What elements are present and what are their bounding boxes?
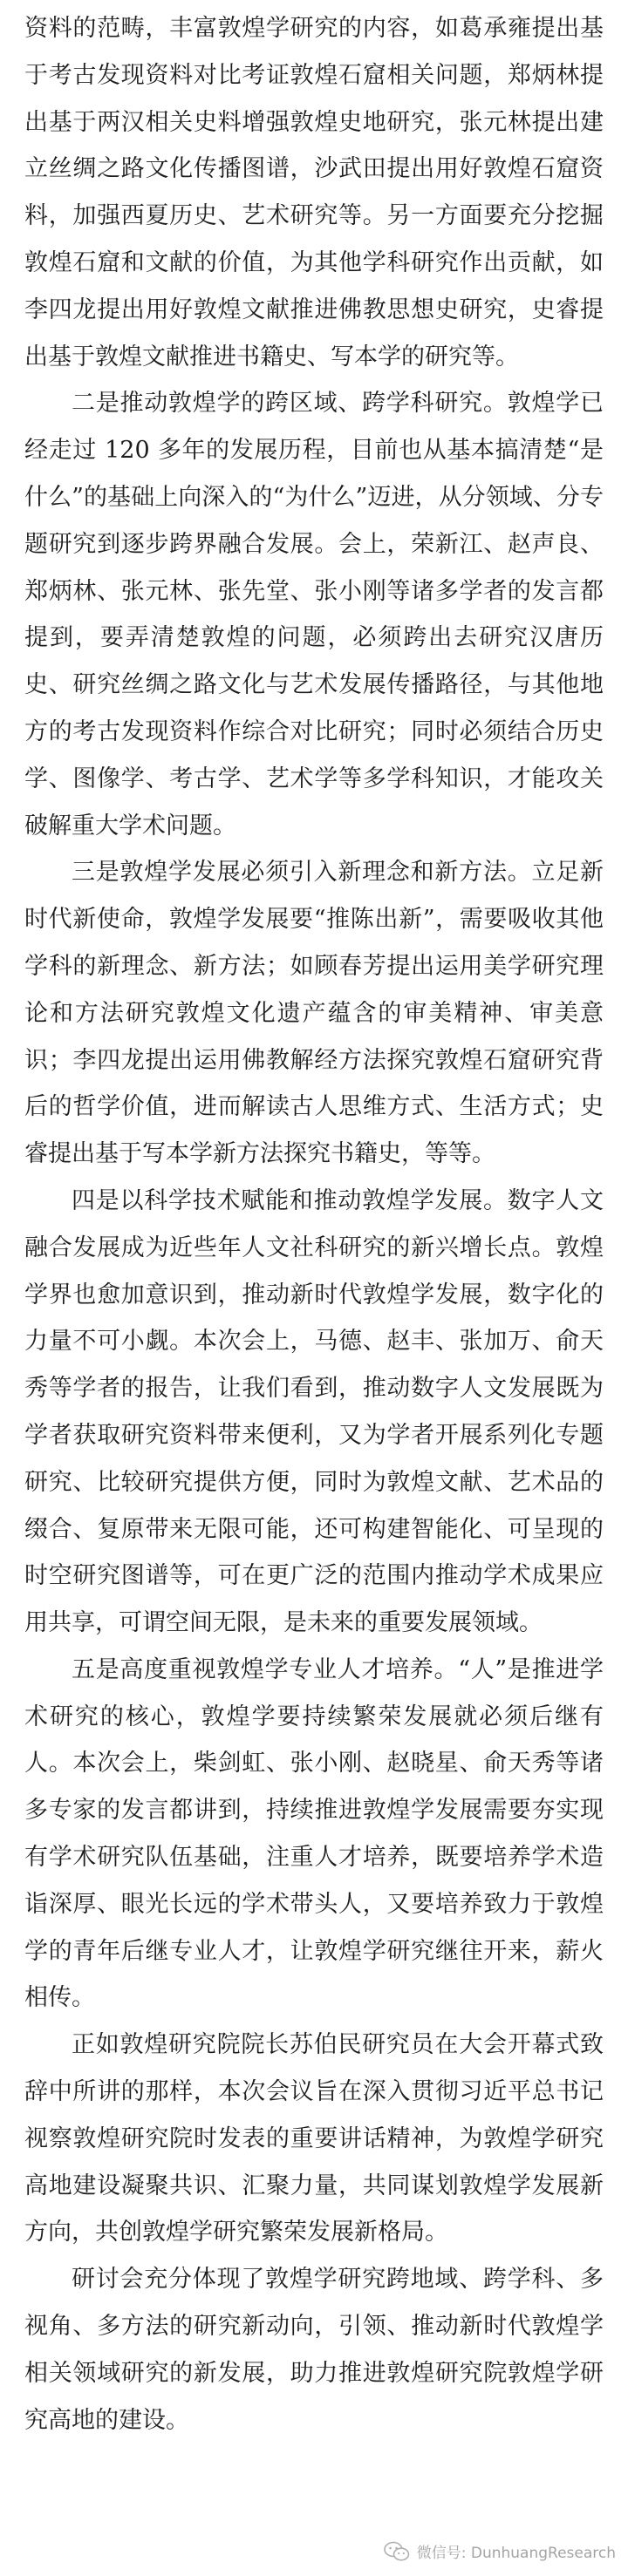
paragraph-6: 正如敦煌研究院院长苏伯民研究员在大会开幕式致辞中所讲的那样，本次会议旨在深入贯彻习近平总书记视察敦煌研究院时发表的重要讲话精神，为敦煌学研究高地建设凝聚共识、汇聚力量，共同谋划敦煌学发展新方向，共创敦煌学研究繁荣发展新格局。 [24, 2031, 604, 2246]
paragraph-2: 二是推动敦煌学的跨区域、跨学科研究。敦煌学已经走过 120 多年的发展历程，目前也从基本搞清楚“是什么”的基础上向深入的“为什么”迈进，从分领域、分专题研究到逐步跨界融合发展。会上，荣新江、赵声良、郑炳林、张元林、张先堂、张小刚等诸多学者的发言都提到，要弄清楚敦煌的问题，必须跨出去研究汉唐历史、研究丝绸之路文化与艺术发展传播路径，与其他地方的考古发现资料作综合对比研究；同时必须结合历史学、图像学、考古学、艺术学等多学科知识，才能攻关破解重大学术问题。 [24, 390, 604, 839]
watermark-label: 微信号: DunhuangResearch [416, 2545, 616, 2562]
paragraph-7: 研讨会充分体现了敦煌学研究跨地域、跨学科、多视角、多方法的研究新动向，引领、推动新时代敦煌学相关领域研究的新发展，助力推进敦煌研究院敦煌学研究高地的建设。 [24, 2266, 604, 2434]
paragraph-5: 五是高度重视敦煌学专业人才培养。“人”是推进学术研究的核心，敦煌学要持续繁荣发展就必须后继有人。本次会上，柴剑虹、张小刚、赵晓星、俞天秀等诸多专家的发言都讲到，持续推进敦煌学发展需要夯实现有学术研究队伍基础，注重人才培养，既要培养学术造诣深厚、眼光长远的学术带头人，又要培养致力于敦煌学的青年后继专业人才，让敦煌学研究继往开来，薪火相传。 [24, 1655, 604, 2012]
paragraph-4: 四是以科学技术赋能和推动敦煌学发展。数字人文融合发展成为近些年人文社科研究的新兴增长点。敦煌学界也愈加意识到，推动新时代敦煌学发展，数字化的力量不可小觑。本次会上，马德、赵丰、张加万、俞天秀等学者的报告，让我们看到，推动数字人文发展既为学者获取研究资料带来便利，又为学者开展系列化专题研究、比较研究提供方便，同时为敦煌文献、艺术品的缀合、复原带来无限可能，还可构建智能化、可呈现的时空研究图谱等，可在更广泛的范围内推动学术成果应用共享，可谓空间无限，是未来的重要发展领域。 [24, 1186, 604, 1637]
paragraph-3: 三是敦煌学发展必须引入新理念和新方法。立足新时代新使命，敦煌学发展要“推陈出新”，需要吸收其他学科的新理念、新方法；如顾春芳提出运用美学研究理论和方法研究敦煌文化遗产蕴含的审美精神、审美意识；李四龙提出运用佛教解经方法探究敦煌石窟研究背后的哲学价值，进而解读古人思维方式、生活方式；史睿提出基于写本学新方法探究书籍史，等等。 [24, 859, 604, 1168]
wechat-watermark [384, 2540, 616, 2562]
paragraph-1: 资料的范畴，丰富敦煌学研究的内容，如葛承雍提出基于考古发现资料对比考证敦煌石窟相关问题，郑炳林提出基于两汉相关史料增强敦煌史地研究，张元林提出建立丝绸之路文化传播图谱，沙武田提出用好敦煌石窟资料，加强西夏历史、艺术研究等。另一方面要充分挖掘敦煌石窟和文献的价值，为其他学科研究作出贡献，如李四龙提出用好敦煌文献推进佛教思想史研究，史睿提出基于敦煌文献推进书籍史、写本学的研究等。 [24, 15, 604, 370]
wechat-icon [384, 2541, 410, 2562]
